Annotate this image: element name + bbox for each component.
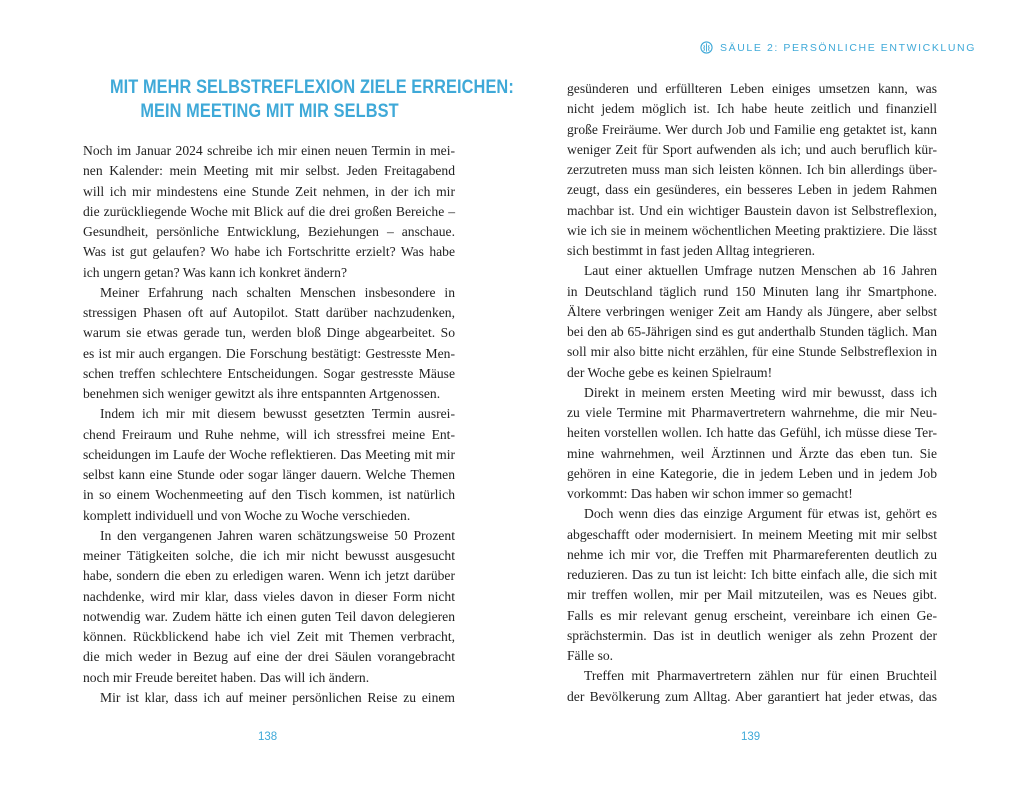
text-line: können. Rückblickend habe ich viel Zeit mit Themen verbracht, (83, 629, 455, 644)
chapter-title-line: MEIN MEETING MIT MIR SELBST (140, 101, 399, 122)
text-line: weniger Zeit für Sport aufwenden als ich; und auch beruflich kür- (567, 141, 937, 157)
text-line: Mir ist klar, dass ich auf meiner persönlichen Reise zu einem (100, 689, 455, 705)
text-line: die mich weder in Bezug auf eine der drei Säulen vorangebracht (83, 649, 455, 665)
text-line: habe, sondern die eben zu erledigen waren. Wenn ich jetzt darüber (83, 568, 455, 584)
text-line: in so einem Wochenmeeting auf den Tisch kommen, ist natürlich (83, 487, 455, 503)
text-line: wie ich sie in meinem wöchentlichen Meeting praktiziere. Die lässt (567, 222, 937, 238)
text-line: sprächstermin. Das ist in deutlich weniger als zehn Prozent der (567, 627, 937, 643)
text-line: Gesundheit, persönliche Entwicklung, Beziehungen – anschaue. (83, 224, 455, 239)
text-line: es ist mir auch ergangen. Die Forschung bestätigt: Gestresste Men- (83, 345, 455, 361)
text-line: zeugt, dass ein gesünderes, ein besseres Leben in jedem Rahmen (567, 182, 937, 198)
text-line: gehören in eine Kategorie, die in jedem Leben und in jedem Job (567, 465, 937, 481)
text-line: reduzieren. Das zu tun ist leicht: Ich bitte einfach alle, die sich mit (567, 567, 937, 582)
text-line: ich ungern getan? Was kann ich konkret ändern? (83, 264, 348, 280)
text-line: Indem ich mir mit diesem bewusst gesetzten Termin ausrei- (100, 406, 455, 422)
text-line: meiner Tätigkeiten solche, die ich mir nicht bewusst ausgesucht (83, 548, 455, 563)
text-line: nen Kalender: mein Meeting mit mir selbst. Jeden Freitagabend (83, 163, 455, 179)
text-line: die zurückliegende Woche mit Blick auf die drei großen Bereiche – (83, 203, 455, 219)
brain-icon (700, 41, 713, 54)
text-line: heiten vorstellen wollen. Ich hatte das Gefühl, ich müsse diese Ter- (567, 425, 937, 441)
text-line: machbar ist. Und ein wichtiger Baustein davon ist Selbstreflexion, (567, 202, 937, 218)
text-line: der Bevölkerung zum Alltag. Aber garantiert hat jeder etwas, das (567, 688, 937, 704)
text-line: komplett individuell und von Woche zu Woche verschieden. (83, 507, 411, 523)
text-line: will ich mir mindestens eine Stunde Zeit nehmen, in der ich mir (83, 183, 455, 199)
text-line: Ältere verbringen weniger Zeit am Handy als Jüngere, aber selbst (567, 303, 937, 319)
text-line: benehmen sich weniger gewitzt als ihre entspannten Artgenossen. (83, 386, 441, 401)
text-line: zerzutreten muss man sich leisten können. Ich bin allerdings über- (567, 162, 937, 177)
running-head (700, 41, 976, 54)
text-line: nehme ich mir vor, die Treffen mit Pharmareferenten deutlich zu (567, 546, 937, 562)
body-text (567, 79, 937, 707)
text-line: notwendig war. Zudem hätte ich einen guten Teil davon delegieren (83, 608, 455, 624)
text-line: Falls es mir relevant genug erscheint, vereinbare ich einen Ge- (567, 607, 937, 623)
text-line: sich bestimmt in fast jeden Alltag integrieren. (567, 243, 816, 258)
text-line: abgeschafft oder modernisiert. In meinem Meeting mit mir selbst (567, 526, 937, 542)
text-line: bei den ab 65-Jährigen sind es gut anderthalb Stunden täglich. Man (567, 324, 937, 339)
text-line: warum sie etwas gerade tun, werden bloß Dinge abgearbeitet. So (83, 325, 455, 341)
text-line: Fälle so. (567, 648, 614, 663)
text-line: nicht jedem möglich ist. Ich habe heute zeitlich und finanziell (567, 101, 937, 117)
page-number: 139 (741, 731, 761, 743)
text-line: soll mir also bitte nicht erzählen, für eine Stunde Selbstreflexion in (567, 344, 937, 360)
text-line: Laut einer aktuellen Umfrage nutzen Menschen ab 16 Jahren (584, 263, 937, 279)
text-line: vorkommt: Das haben wir schon immer so gemacht! (567, 486, 853, 501)
text-line: Doch wenn dies das einzige Argument für etwas ist, gehört es (584, 506, 937, 522)
body-text (83, 141, 455, 708)
text-line: Meiner Erfahrung nach schalten Menschen insbesondere in (100, 284, 455, 300)
text-line: zu viele Termine mit Pharmavertretern wahrnehme, die mir Neu- (567, 405, 937, 420)
text-line: scheidungen im Laufe der Woche reflektieren. Das Meeting mit mir (83, 446, 455, 462)
chapter-title (109, 76, 514, 124)
text-line: in Deutschland täglich rund 150 Minuten lang ihr Smartphone. (567, 283, 937, 299)
text-line: Noch im Januar 2024 schreibe ich mir einen neuen Termin in mei- (83, 143, 455, 158)
text-line: Treffen mit Pharmavertretern zählen nur für einen Bruchteil (584, 668, 937, 684)
text-line: schen treffen schlechtere Entscheidungen. Sogar gestresste Mäuse (83, 365, 455, 381)
chapter-title-line: MIT MEHR SELBSTREFLEXION ZIELE ERREICHEN: (109, 77, 514, 98)
text-line: mine wahrnehmen, weil Ärztinnen und Ärzte das eben tun. Sie (567, 445, 937, 461)
text-line: mir treffen wollen, mir per Mail mitzuteilen, was es Neues gibt. (567, 587, 937, 603)
text-line: nachdenke, wird mir klar, dass vieles davon in dieser Form nicht (83, 588, 455, 604)
text-line: gesünderen und erfüllteren Leben einiges umsetzen kann, was (567, 81, 937, 96)
text-line: noch mir Freude bereitet haben. Das will ich ändern. (83, 669, 370, 685)
page-number: 138 (258, 731, 278, 743)
text-line: Was ist gut gelaufen? Wo habe ich Fortschritte erzielt? Was habe (83, 244, 455, 260)
running-head-text: SÄULE 2: PERSÖNLICHE ENTWICKLUNG (720, 41, 976, 54)
text-line: selbst kann eine Stunde oder sogar länger dauern. Welche Themen (83, 467, 455, 482)
text-line: der Woche gebe es keinen Spielraum! (567, 364, 773, 380)
right-page (510, 0, 1020, 793)
text-line: Direkt in meinem ersten Meeting wird mir bewusst, dass ich (584, 384, 937, 400)
text-line: große Freiräume. Wer durch Job und Familie eng getaktet ist, kann (567, 121, 937, 137)
text-line: stressigen Phasen oft auf Autopilot. Statt darüber nachzudenken, (83, 305, 455, 320)
text-line: In den vergangenen Jahren waren schätzungsweise 50 Prozent (100, 527, 455, 543)
text-line: chend Freiraum und Ruhe nehme, will ich stressfrei meine Ent- (83, 426, 455, 442)
